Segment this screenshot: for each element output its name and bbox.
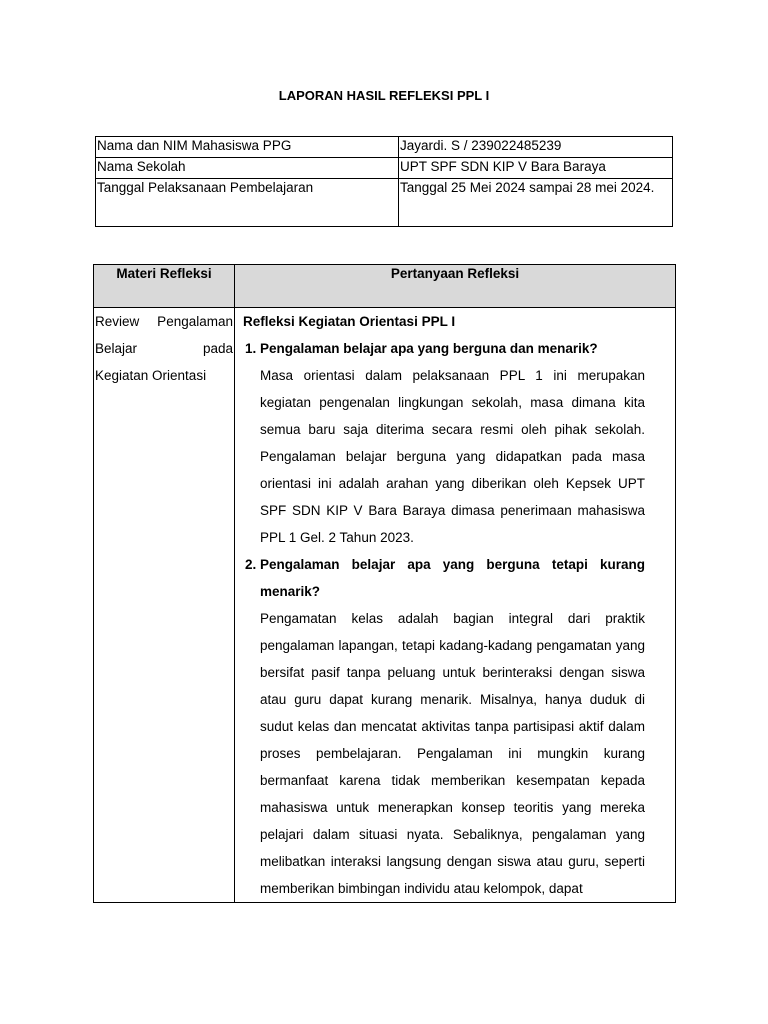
identity-value: Jayardi. S / 239022485239 [399,137,673,158]
question-item [260,335,645,551]
identity-value: Tanggal 25 Mei 2024 sampai 28 mei 2024. [399,179,673,227]
question-item [260,551,645,902]
identity-label: Tanggal Pelaksanaan Pembelajaran [96,179,399,227]
identity-row-date [96,179,673,227]
identity-label: Nama dan NIM Mahasiswa PPG [96,137,399,158]
identity-row-name [96,137,673,158]
identity-label: Nama Sekolah [96,158,399,179]
question-text: 1. Pengalaman belajar apa yang berguna dan menarik? [260,341,598,356]
identity-table [95,136,673,227]
reflection-body-row [94,308,676,903]
identity-row-school [96,158,673,179]
materi-line1: Review Pengalaman Belajar pada [95,314,233,356]
materi-text [94,308,234,389]
question-list [243,335,645,902]
materi-line2: Kegiatan Orientasi [95,368,207,383]
answer-text: Pengamatan kelas adalah bagian integral dari praktik pengalaman lapangan, tetapi kadang-kadang pengamatan yang bersifat pasif tanpa peluang untuk berinteraksi dengan siswa atau guru dapat kurang menarik. Misalnya, hanya duduk di sudut kelas dan mencatat aktivitas tanpa partisipasi aktif dalam proses pembelajaran. Pengalaman ini mungkin kurang bermanfaat karena tidak memberikan kesempatan kepada mahasiswa untuk menerapkan konsep teoritis yang mereka pelajari dalam situasi nyata. Sebaliknya, pengalaman yang melibatkan interaksi langsung dengan siswa atau guru, seperti memberikan bimbingan individu atau kelompok, dapat [260,611,645,896]
reflection-content [235,308,675,902]
header-materi: Materi Refleksi [94,265,235,308]
answer-text: Masa orientasi dalam pelaksanaan PPL 1 ini merupakan kegiatan pengenalan lingkungan sekolah, masa dimana kita semua baru saja diterima secara resmi oleh pihak sekolah. Pengalaman belajar berguna yang didapatkan pada masa orientasi ini adalah arahan yang diberikan oleh Kepsek UPT SPF SDN KIP V Bara Baraya dimasa penerimaan mahasiswa PPL 1 Gel. 2 Tahun 2023. [260,368,645,545]
reflection-header-row [94,265,676,308]
question-text: 2. Pengalaman belajar apa yang berguna tetapi kurang menarik? [260,557,645,599]
document-title: LAPORAN HASIL REFLEKSI PPL I [278,88,490,103]
pertanyaan-cell [235,308,676,903]
identity-value: UPT SPF SDN KIP V Bara Baraya [399,158,673,179]
header-pertanyaan: Pertanyaan Refleksi [235,265,676,308]
reflection-table [93,264,676,903]
materi-cell [94,308,235,903]
section-title: Refleksi Kegiatan Orientasi PPL I [243,314,456,329]
